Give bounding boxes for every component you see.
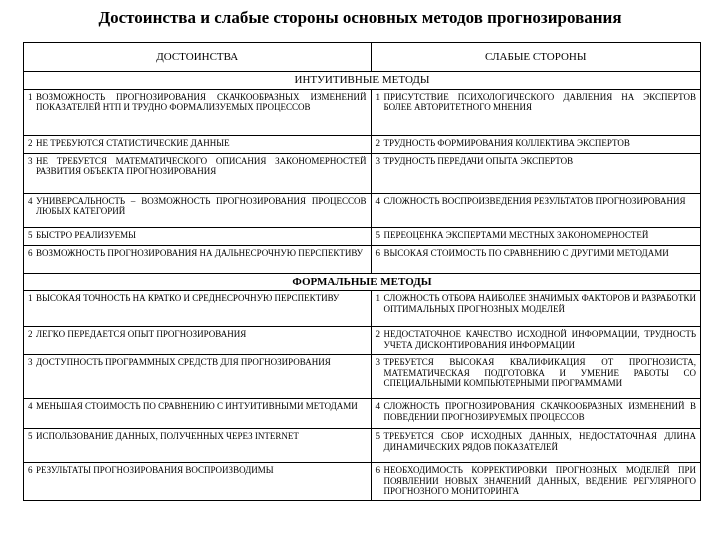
weakness-cell bbox=[371, 291, 701, 327]
item-number: 4 bbox=[28, 401, 33, 411]
list-item bbox=[28, 138, 367, 149]
item-text: СЛОЖНОСТЬ ОТБОРА НАИБОЛЕЕ ЗНАЧИМЫХ ФАКТОРОВ И РАЗРАБОТКИ ОПТИМАЛЬНЫХ ПРОГНОЗНЫХ МОДЕЛЕЙ bbox=[383, 293, 696, 314]
item-number: 6 bbox=[375, 247, 380, 258]
section-heading-formal: ФОРМАЛЬНЫЕ МЕТОДЫ bbox=[24, 273, 701, 291]
item-text: ВЫСОКАЯ ТОЧНОСТЬ НА КРАТКО И СРЕДНЕСРОЧНУЮ ПЕРСПЕКТИВУ bbox=[36, 293, 340, 303]
table-row bbox=[24, 153, 701, 193]
table-row bbox=[24, 327, 701, 355]
list-item bbox=[376, 230, 697, 241]
list-item bbox=[376, 156, 697, 167]
strength-cell bbox=[24, 193, 372, 227]
table-row bbox=[24, 135, 701, 153]
item-number: 3 bbox=[28, 155, 33, 166]
weakness-cell bbox=[371, 463, 701, 501]
item-text: ТРУДНОСТЬ ПЕРЕДАЧИ ОПЫТА ЭКСПЕРТОВ bbox=[383, 155, 574, 166]
item-text: ТРЕБУЕТСЯ ВЫСОКАЯ КВАЛИФИКАЦИЯ ОТ ПРОГНОЗИСТА, МАТЕМАТИЧЕСКАЯ ПОДГОТОВКА И УМЕНИЕ РАБОТЫ СО СПЕЦИАЛЬНЫМИ КОМПЬЮТЕРНЫМИ ПРОГРАММАМИ bbox=[383, 357, 696, 388]
item-number: 5 bbox=[28, 229, 33, 240]
weakness-cell bbox=[371, 89, 701, 135]
list-item bbox=[28, 401, 367, 412]
table-row bbox=[24, 193, 701, 227]
item-text: ИСПОЛЬЗОВАНИЕ ДАННЫХ, ПОЛУЧЕННЫХ ЧЕРЕЗ INTERNET bbox=[36, 431, 299, 441]
item-text: ПЕРЕОЦЕНКА ЭКСПЕРТАМИ МЕСТНЫХ ЗАКОНОМЕРНОСТЕЙ bbox=[383, 229, 649, 240]
item-text: НЕОБХОДИМОСТЬ КОРРЕКТИРОВКИ ПРОГНОЗНЫХ МОДЕЛЕЙ ПРИ ПОЯВЛЕНИИ НОВЫХ ЗНАЧЕНИЙ ДАННЫХ, ВЕДЕНИЕ РЕГУЛЯРНОГО ПРОГНОЗНОГО МОНИТОРИНГА bbox=[383, 465, 696, 496]
list-item bbox=[28, 92, 367, 113]
weakness-cell bbox=[371, 245, 701, 273]
item-text: БЫСТРО РЕАЛИЗУЕМЫ bbox=[36, 229, 136, 240]
item-number: 1 bbox=[375, 91, 380, 102]
strength-cell bbox=[24, 463, 372, 501]
list-item bbox=[28, 293, 367, 304]
section-heading-row bbox=[24, 72, 701, 90]
list-item bbox=[376, 293, 697, 314]
list-item bbox=[376, 465, 697, 497]
item-number: 6 bbox=[28, 247, 33, 258]
item-number: 6 bbox=[375, 465, 380, 475]
item-text: ТРУДНОСТЬ ФОРМИРОВАНИЯ КОЛЛЕКТИВА ЭКСПЕРТОВ bbox=[383, 137, 630, 148]
weakness-cell bbox=[371, 153, 701, 193]
strength-cell bbox=[24, 245, 372, 273]
item-number: 1 bbox=[28, 293, 33, 303]
item-number: 5 bbox=[28, 431, 33, 441]
section-formal-body bbox=[24, 291, 701, 501]
item-number: 1 bbox=[375, 293, 380, 303]
column-header-strengths: ДОСТОИНСТВА bbox=[24, 43, 372, 72]
list-item bbox=[28, 329, 367, 340]
list-item bbox=[376, 92, 697, 113]
strength-cell bbox=[24, 399, 372, 429]
weakness-cell bbox=[371, 193, 701, 227]
strength-cell bbox=[24, 327, 372, 355]
item-number: 4 bbox=[375, 401, 380, 411]
strength-cell bbox=[24, 89, 372, 135]
table-row bbox=[24, 245, 701, 273]
list-item bbox=[376, 329, 697, 350]
table-row bbox=[24, 227, 701, 245]
item-text: СЛОЖНОСТЬ ПРОГНОЗИРОВАНИЯ СКАЧКООБРАЗНЫХ ИЗМЕНЕНИЙ В ПОВЕДЕНИИ ПРОГНОЗИРУЕМЫХ ПРОЦЕССОВ bbox=[383, 401, 696, 422]
item-text: ВЫСОКАЯ СТОИМОСТЬ ПО СРАВНЕНИЮ С ДРУГИМИ МЕТОДАМИ bbox=[383, 247, 669, 258]
strength-cell bbox=[24, 227, 372, 245]
item-text: ПРИСУТСТВИЕ ПСИХОЛОГИЧЕСКОГО ДАВЛЕНИЯ НА ЭКСПЕРТОВ БОЛЕЕ АВТОРИТЕТНОГО МНЕНИЯ bbox=[383, 91, 696, 112]
table-row bbox=[24, 463, 701, 501]
list-item bbox=[376, 138, 697, 149]
section-heading-row bbox=[24, 273, 701, 291]
item-text: УНИВЕРСАЛЬНОСТЬ – ВОЗМОЖНОСТЬ ПРОГНОЗИРОВАНИЯ ПРОЦЕССОВ ЛЮБЫХ КАТЕГОРИЙ bbox=[36, 195, 367, 216]
list-item bbox=[28, 230, 367, 241]
strength-cell bbox=[24, 291, 372, 327]
column-header-weaknesses: СЛАБЫЕ СТОРОНЫ bbox=[371, 43, 701, 72]
item-number: 3 bbox=[28, 357, 33, 367]
item-number: 3 bbox=[375, 357, 380, 367]
weakness-cell bbox=[371, 399, 701, 429]
strength-cell bbox=[24, 135, 372, 153]
list-item bbox=[376, 248, 697, 259]
item-number: 5 bbox=[375, 431, 380, 441]
list-item bbox=[376, 357, 697, 389]
item-number: 4 bbox=[375, 195, 380, 206]
section-heading-intuitive: ИНТУИТИВНЫЕ МЕТОДЫ bbox=[24, 72, 701, 90]
table-row bbox=[24, 89, 701, 135]
item-number: 3 bbox=[375, 155, 380, 166]
strength-cell bbox=[24, 429, 372, 463]
weakness-cell bbox=[371, 135, 701, 153]
item-number: 5 bbox=[375, 229, 380, 240]
item-number: 2 bbox=[375, 329, 380, 339]
page-title: Достоинства и слабые стороны основных методов прогнозирования bbox=[98, 8, 622, 27]
weakness-cell bbox=[371, 429, 701, 463]
section-intuitive-body bbox=[24, 89, 701, 273]
list-item bbox=[28, 465, 367, 476]
list-item bbox=[376, 431, 697, 452]
item-number: 2 bbox=[375, 137, 380, 148]
item-text: ВОЗМОЖНОСТЬ ПРОГНОЗИРОВАНИЯ СКАЧКООБРАЗНЫХ ИЗМЕНЕНИЙ ПОКАЗАТЕЛЕЙ НТП И ТРУДНО ФОРМАЛИЗУЕМЫХ ПРОЦЕССОВ bbox=[36, 91, 367, 112]
weakness-cell bbox=[371, 227, 701, 245]
item-text: НЕДОСТАТОЧНОЕ КАЧЕСТВО ИСХОДНОЙ ИНФОРМАЦИИ, ТРУДНОСТЬ УЧЕТА ДИСКОНТИРОВАНИЯ ИНФОРМАЦИИ bbox=[383, 329, 696, 350]
list-item bbox=[28, 248, 367, 259]
header-row bbox=[24, 43, 701, 72]
item-number: 1 bbox=[28, 91, 33, 102]
item-number: 2 bbox=[28, 137, 33, 148]
item-text: ДОСТУПНОСТЬ ПРОГРАММНЫХ СРЕДСТВ ДЛЯ ПРОГНОЗИРОВАНИЯ bbox=[36, 357, 331, 367]
list-item bbox=[28, 357, 367, 368]
comparison-table bbox=[23, 42, 701, 501]
list-item bbox=[28, 156, 367, 177]
item-text: РЕЗУЛЬТАТЫ ПРОГНОЗИРОВАНИЯ ВОСПРОИЗВОДИМЫ bbox=[36, 465, 274, 475]
item-text: СЛОЖНОСТЬ ВОСПРОИЗВЕДЕНИЯ РЕЗУЛЬТАТОВ ПРОГНОЗИРОВАНИЯ bbox=[383, 195, 686, 206]
weakness-cell bbox=[371, 327, 701, 355]
strength-cell bbox=[24, 153, 372, 193]
item-text: НЕ ТРЕБУЮТСЯ СТАТИСТИЧЕСКИЕ ДАННЫЕ bbox=[36, 137, 230, 148]
list-item bbox=[376, 401, 697, 422]
item-number: 2 bbox=[28, 329, 33, 339]
strength-cell bbox=[24, 355, 372, 399]
item-number: 4 bbox=[28, 195, 33, 206]
table-row bbox=[24, 291, 701, 327]
weakness-cell bbox=[371, 355, 701, 399]
list-item bbox=[376, 196, 697, 207]
table-row bbox=[24, 399, 701, 429]
item-text: ТРЕБУЕТСЯ СБОР ИСХОДНЫХ ДАННЫХ, НЕДОСТАТОЧНАЯ ДЛИНА ДИНАМИЧЕСКИХ РЯДОВ ПОКАЗАТЕЛЕЙ bbox=[383, 431, 696, 452]
item-number: 6 bbox=[28, 465, 33, 475]
table-row bbox=[24, 355, 701, 399]
list-item bbox=[28, 431, 367, 442]
table-row bbox=[24, 429, 701, 463]
item-text: ЛЕГКО ПЕРЕДАЕТСЯ ОПЫТ ПРОГНОЗИРОВАНИЯ bbox=[36, 329, 247, 339]
item-text: МЕНЬШАЯ СТОИМОСТЬ ПО СРАВНЕНИЮ С ИНТУИТИВНЫМИ МЕТОДАМИ bbox=[36, 401, 358, 411]
item-text: НЕ ТРЕБУЕТСЯ МАТЕМАТИЧЕСКОГО ОПИСАНИЯ ЗАКОНОМЕРНОСТЕЙ РАЗВИТИЯ ОБЪЕКТА ПРОГНОЗИРОВАНИЯ bbox=[36, 155, 367, 176]
item-text: ВОЗМОЖНОСТЬ ПРОГНОЗИРОВАНИЯ НА ДАЛЬНЕСРОЧНУЮ ПЕРСПЕКТИВУ bbox=[36, 247, 364, 258]
list-item bbox=[28, 196, 367, 217]
